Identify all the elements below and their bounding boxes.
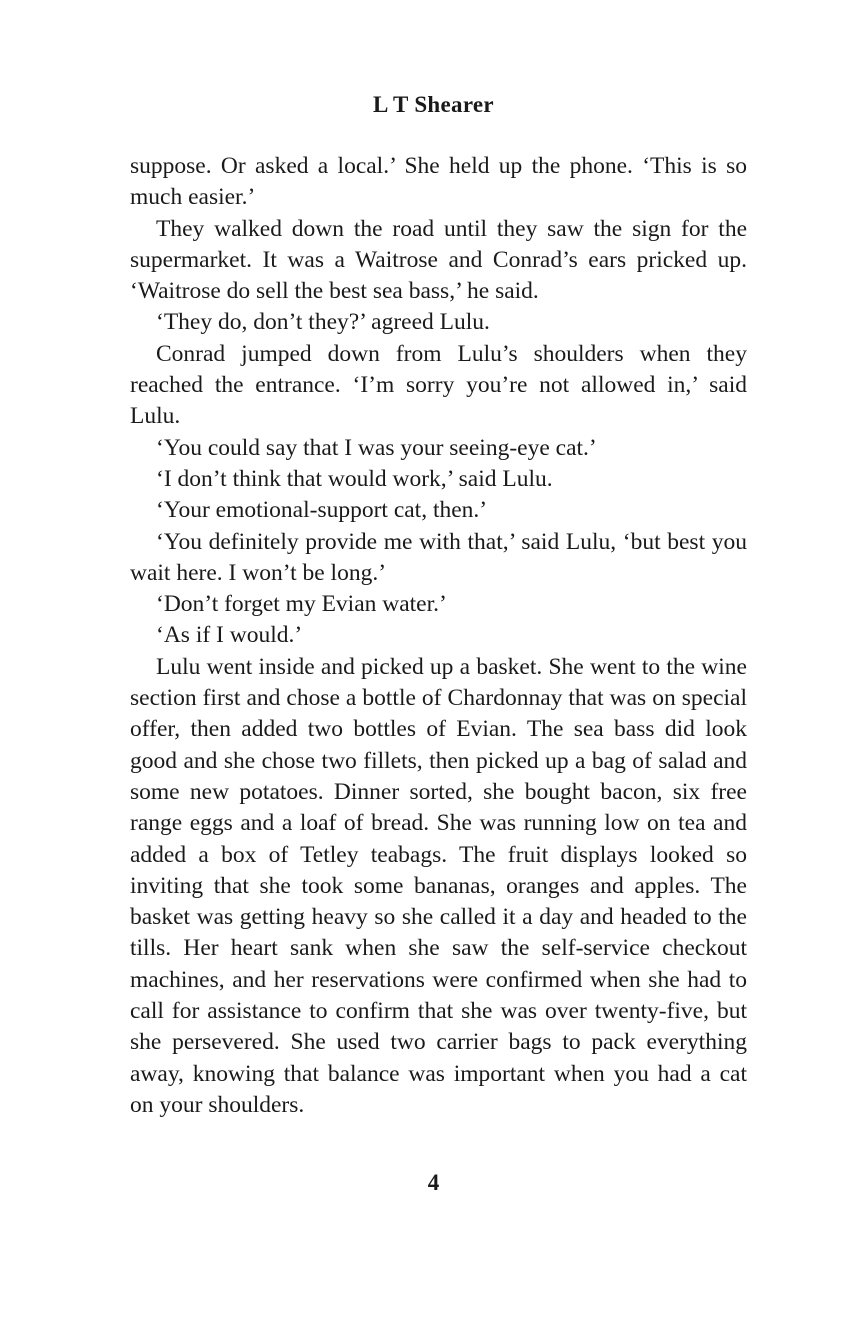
paragraph: ‘Don’t forget my Evian water.’ <box>156 591 447 618</box>
running-head-author: L T Shearer <box>373 92 494 117</box>
paragraph: ‘They do, don’t they?’ agreed Lulu. <box>156 309 490 336</box>
paragraph: They walked down the road until they saw the sign for the supermarket. It was a Waitrose and Conrad’s ears pricked up. ‘Waitrose do sell the best sea bass,’ he said. <box>130 215 747 305</box>
body-text <box>130 151 747 1121</box>
paragraph: ‘You could say that I was your seeing-eye cat.’ <box>156 434 597 461</box>
paragraph: ‘As if I would.’ <box>156 622 303 649</box>
page-number: 4 <box>427 1170 440 1195</box>
paragraph: Conrad jumped down from Lulu’s shoulders when they reached the entrance. ‘I’m sorry you’re not allowed in,’ said Lulu. <box>130 340 747 430</box>
paragraph: ‘You definitely provide me with that,’ said Lulu, ‘but best you wait here. I won’t be long.’ <box>130 528 747 586</box>
paragraph: suppose. Or asked a local.’ She held up the phone. ‘This is so much easier.’ <box>130 153 747 211</box>
paragraph: ‘Your emotional-support cat, then.’ <box>156 497 488 524</box>
paragraph: Lulu went inside and picked up a basket. She went to the wine section first and chose a bottle of Chardonnay that was on special offer, then added two bottles of Evian. The sea bass did look good and she chose two fillets, then picked up a bag of salad and some new potatoes. Dinner sorted, she bought bacon, six free range eggs and a loaf of bread. She was running low on tea and added a box of Tetley teabags. The fruit displays looked so inviting that she took some bananas, oranges and apples. The basket was getting heavy so she called it a day and headed to the tills. Her heart sank when she saw the self-service checkout machines, and her reservations were confirmed when she had to call for assistance to confirm that she was over twenty-five, but she persevered. She used two carrier bags to pack everything away, knowing that balance was important when you had a cat on your shoulders. <box>130 653 747 1118</box>
paragraph: ‘I don’t think that would work,’ said Lulu. <box>156 465 553 492</box>
